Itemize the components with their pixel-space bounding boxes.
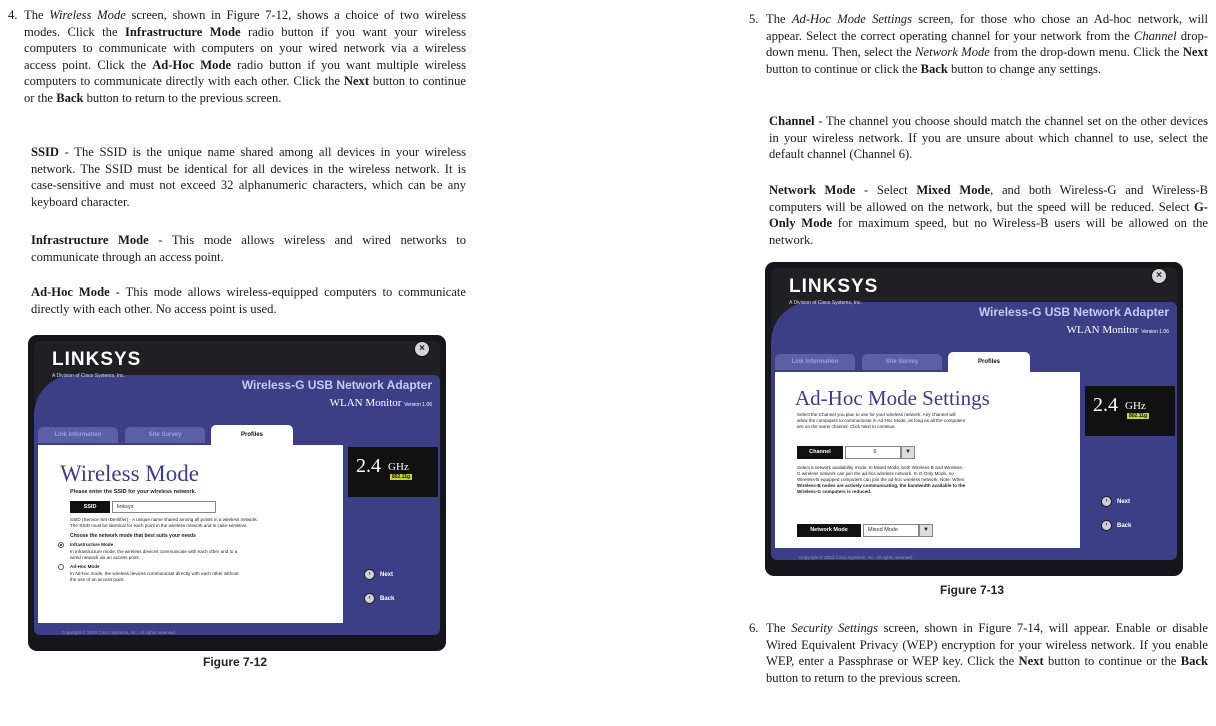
frequency-badge [348,447,438,497]
arrow-left-icon: ‹ [1101,520,1112,531]
frequency-value: 2.4 [356,455,381,477]
linksys-logo: LINKSYS [52,349,142,370]
ssid-note: SSID (Service Set IDentifier) - A unique name shared among all points in a wireless network. [70,517,258,522]
copyright-text: Copyright © 2003 Cisco Systems, Inc. All rights reserved. [799,555,914,560]
tab-site-survey[interactable]: Site Survey [862,354,942,370]
infrastructure-option-desc: In infrastructure mode, the wireless devices communicate with each other and to a [70,549,238,554]
infrastructure-definition: Infrastructure Mode - This mode allows wireless and wired networks to communicate through an access point. [31,233,466,264]
network-mode-label: Network Mode [797,524,861,537]
adhoc-radio[interactable] [58,564,64,570]
next-button[interactable]: › Next [1101,496,1130,507]
network-mode-select[interactable]: Mixed Mode [863,524,919,537]
frequency-unit: GHz [388,461,409,473]
standard-badge: 802.11g [392,474,411,480]
next-button[interactable]: › Next [364,569,393,580]
intro-text: allow the computers to communicate in Ad-Hoc Mode, as long as all the computers [797,418,966,423]
chevron-down-icon[interactable]: ▼ [901,446,915,459]
page-title: Wireless Mode [60,461,199,486]
arrow-right-icon: › [364,569,375,580]
mode-help-text: G wireless network can join the ad-hoc wireless network. In G-Only Mode, no [797,471,954,476]
mode-help-text: Wireless-G computers is reduced. [797,489,872,494]
step-number: 5. [749,12,759,26]
tab-profiles[interactable]: Profiles [948,352,1030,372]
back-button[interactable]: ‹ Back [364,593,394,604]
channel-select[interactable]: 6 [845,446,901,459]
mode-help-text: Select a network availability mode. In Mixed Mode, both Wireless-B and Wireless- [797,465,964,470]
monitor-name: WLAN Monitor Version 1.06 [1066,324,1169,336]
adhoc-option-label: Ad-Hoc Mode [70,564,100,569]
infrastructure-option-desc: wired network via an access point. [70,555,140,560]
ssid-prompt: Please enter the SSID for your wireless network. [70,489,197,495]
frequency-badge [1085,386,1175,436]
infrastructure-radio[interactable] [58,542,64,548]
figure-caption: Figure 7-12 [203,655,268,669]
logo-subtitle: A Division of Cisco Systems, Inc. [789,300,862,306]
frequency-value: 2.4 [1093,394,1118,416]
close-icon[interactable]: × [414,341,430,357]
product-name: Wireless-G USB Network Adapter [978,305,1169,319]
arrow-left-icon: ‹ [364,593,375,604]
ssid-input[interactable]: linksys [112,501,216,513]
step-4-paragraph: The Wireless Mode screen, shown in Figure 7-12, shows a choice of two wireless modes. Click the Infrastructure Mode radio button if you want your wireless computers to communicate with computers on your wired network via a wireless access point. Click the Ad-Hoc Mode radio button if you want multiple wireless computers to communicate directly with each other. Click the Next button to continue or the Back button to return to the previous screen. [24,8,466,105]
channel-definition: Channel - The channel you choose should match the channel set on the other devices in your wireless network. If you are unsure about which channel to use, select the default channel (Channel 6). [769,114,1208,162]
close-icon[interactable]: × [1151,268,1167,284]
wireless-mode-dialog [28,335,446,651]
intro-text: Select the Channel you plan to use for your wireless network. Any channel will [797,412,956,417]
adhoc-option-desc: the use of an access point. [70,577,125,582]
tab-link-information[interactable]: Link Information [775,354,855,370]
tab-site-survey[interactable]: Site Survey [125,427,205,443]
step-6-paragraph: The Security Settings screen, shown in Figure 7-14, will appear. Enable or disable Wired Equivalent Privacy (WEP) encryption for your wireless network. If you enable WEP, enter a Passphrase or WEP key. Click the Next button to continue or the Back button to return to the previous screen. [766,621,1208,685]
page-title: Ad-Hoc Mode Settings [795,386,990,410]
ssid-definition: SSID - The SSID is the unique name shared among all devices in your wireless network. The SSID must be identical for all devices in the wireless network. It is case-sensitive and must not exceed 32 alphanumeric characters, which can be any keyboard character. [31,145,466,209]
channel-label: Channel [797,446,843,459]
step-number: 4. [8,8,18,22]
step-number: 6. [749,621,759,635]
tab-link-information[interactable]: Link Information [38,427,118,443]
tab-profiles[interactable]: Profiles [211,425,293,445]
infrastructure-option-label: Infrastructure Mode [70,542,114,547]
frequency-unit: GHz [1125,400,1146,412]
mode-prompt: Choose the network mode that best suits your needs [70,533,196,539]
logo-subtitle: A Division of Cisco Systems, Inc. [52,373,125,379]
mode-help-text: Wireless-B nodes are actively communicating, the bandwidth available to the [797,483,966,488]
chevron-down-icon[interactable]: ▼ [919,524,933,537]
network-mode-definition: Network Mode - Select Mixed Mode, and both Wireless-G and Wireless-B computers will be allowed on the network, but the speed will be reduced. Select G-Only Mode for maximum speed, but no Wireless-B users will be allowed on the network. [769,183,1209,247]
mode-help-text: Wireless-B equipped computers can join the ad-hoc wireless network. Note: When [797,477,965,482]
standard-badge: 802.11g [1129,413,1148,419]
adhoc-settings-dialog [765,262,1183,576]
product-name: Wireless-G USB Network Adapter [241,378,432,392]
back-button[interactable]: ‹ Back [1101,520,1131,531]
ssid-note: The SSID must be identical for each point in the wireless network and is case-sensitive. [70,523,248,528]
step-5-paragraph: The Ad-Hoc Mode Settings screen, for those who chose an Ad-hoc network, will appear. Select the correct operating channel for your network from the Channel drop-down menu. Then, select the Network Mode from the drop-down menu. Click the Next button to continue or click the Back button to change any settings. [766,12,1208,76]
adhoc-option-desc: In Ad-hoc mode, the wireless devices communicate directly with each other without [70,571,239,576]
intro-text: are on the same channel. Click Next to continue. [797,424,896,429]
monitor-name: WLAN Monitor Version 1.06 [329,397,432,409]
linksys-logo: LINKSYS [789,276,879,297]
copyright-text: Copyright © 2003 Cisco Systems, Inc. All rights reserved. [62,630,177,635]
adhoc-definition: Ad-Hoc Mode - This mode allows wireless-equipped computers to communicate directly with each other. No access point is used. [31,285,467,316]
ssid-label: SSID [70,501,110,513]
arrow-right-icon: › [1101,496,1112,507]
figure-caption: Figure 7-13 [940,583,1005,597]
